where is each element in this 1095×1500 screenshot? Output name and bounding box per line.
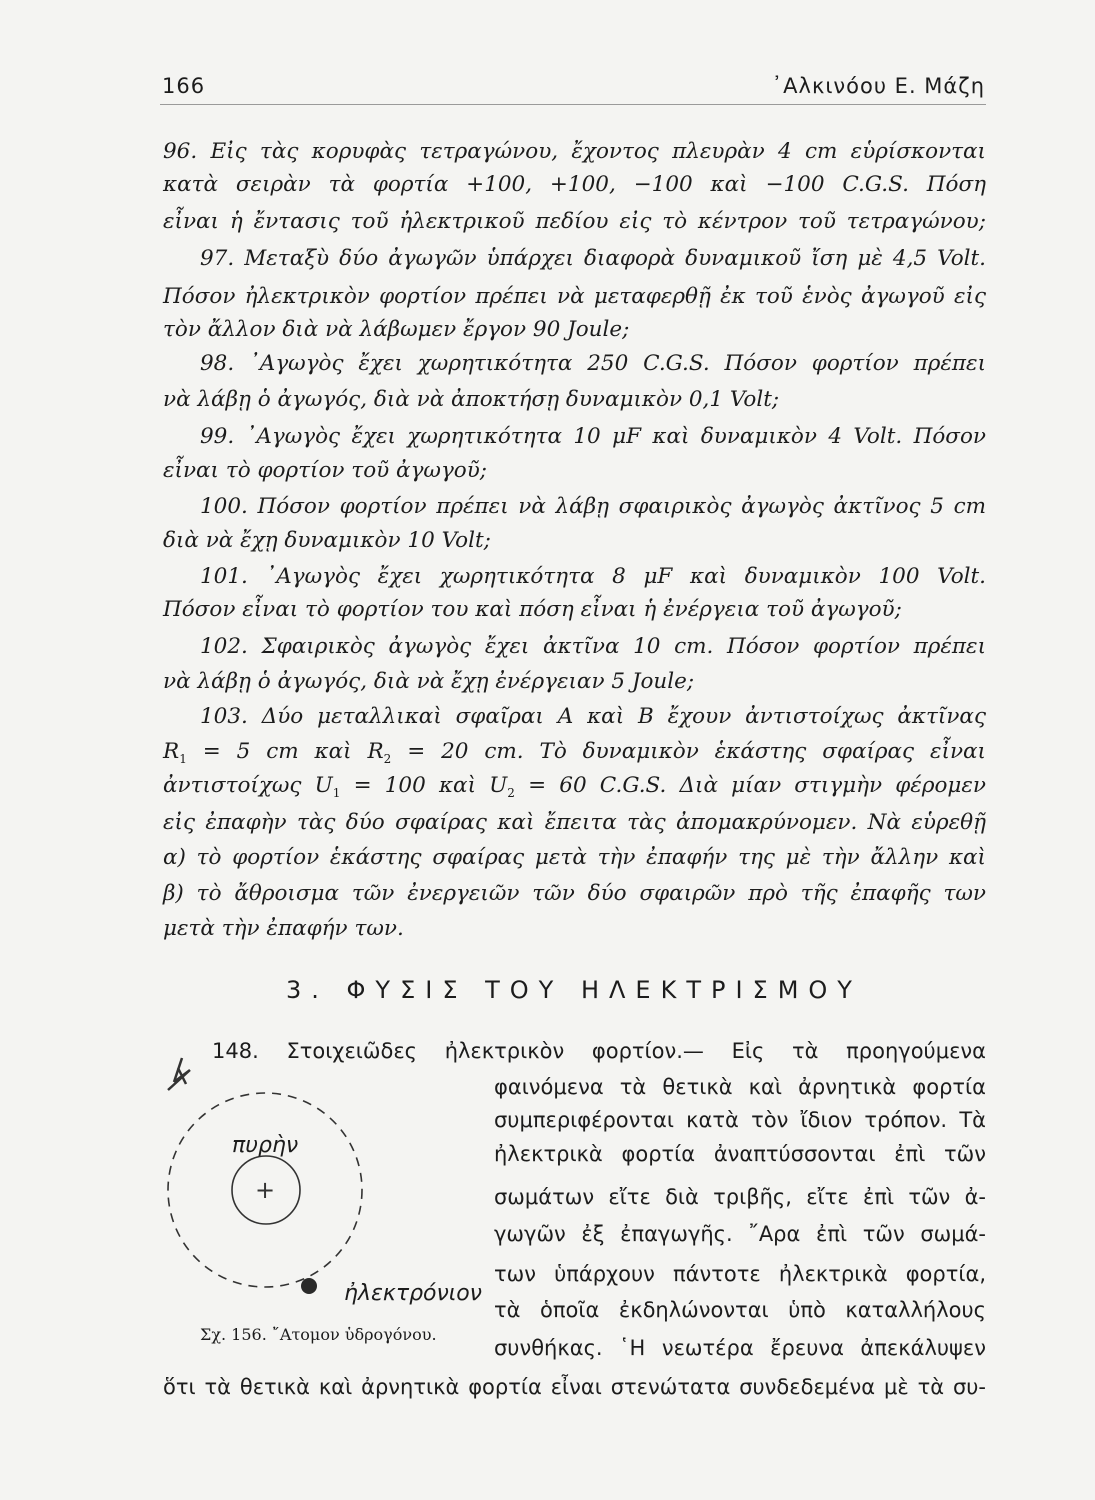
problem-line: εἰς ἐπαφὴν τὰς δύο σφαίρας καὶ ἔπειτα τὰς ἀπομακρύνομεν. Νὰ εὑρεθῇ xyxy=(163,810,986,835)
problem-line: διὰ νὰ ἔχῃ δυναμικὸν 10 Volt; xyxy=(163,528,491,553)
nucleus-sign: + xyxy=(255,1176,276,1204)
figure-caption: Σχ. 156. ῎Ατομον ὑδρογόνου. xyxy=(200,1325,437,1344)
paragraph-148-line: των ὑπάρχουν πάντοτε ἠλεκτρικὰ φορτία, xyxy=(494,1262,986,1286)
problem-103-radii-line xyxy=(163,738,986,773)
problem-line: 102. Σφαιρικὸς ἀγωγὸς ἔχει ἀκτῖνα 10 cm. Πόσον φορτίον πρέπει xyxy=(200,634,986,659)
u2-symbol: U xyxy=(489,773,508,798)
problem-line: α) τὸ φορτίον ἑκάστης σφαίρας μετὰ τὴν ἐπαφήν της μὲ τὴν ἄλλην καὶ xyxy=(163,845,986,870)
u2-value: = 60 C.G.S. Διὰ μίαν στιγμὴν φέρομεν xyxy=(528,773,986,798)
problem-line: Πόσον εἶναι τὸ φορτίον του καὶ πόση εἶναι ἡ ἐνέργεια τοῦ ἀγωγοῦ; xyxy=(163,597,902,622)
problem-line: νὰ λάβῃ ὁ ἀγωγός, διὰ νὰ ἀποκτήσῃ δυναμικὸν 0,1 Volt; xyxy=(163,387,780,412)
r1-subscript: 1 xyxy=(179,752,187,766)
problem-line: 103. Δύο μεταλλικαὶ σφαῖραι Α καὶ Β ἔχουν ἀντιστοίχως ἀκτῖνας xyxy=(200,704,986,729)
running-head-author: ᾿Αλκινόου Ε. Μάζη xyxy=(771,74,985,98)
electron-label: ἠλεκτρόνιον xyxy=(344,1281,482,1306)
page-number: 166 xyxy=(162,74,206,98)
r1-symbol: R xyxy=(163,739,180,764)
problem-line: 98. ᾿Αγωγὸς ἔχει χωρητικότητα 250 C.G.S. Πόσον φορτίον πρέπει xyxy=(200,351,986,376)
paragraph-148-line: φαινόμενα τὰ θετικὰ καὶ ἀρνητικὰ φορτία xyxy=(494,1075,986,1099)
problem-line: εἶναι τὸ φορτίον τοῦ ἀγωγοῦ; xyxy=(163,458,488,483)
paragraph-148-line: σωμάτων εἴτε διὰ τριβῆς, εἴτε ἐπὶ τῶν ἀ- xyxy=(494,1185,986,1209)
margin-mark-icon xyxy=(168,1058,190,1090)
u1-symbol: U xyxy=(314,773,333,798)
problem-line: 100. Πόσον φορτίον πρέπει νὰ λάβῃ σφαιρικὸς ἀγωγὸς ἀκτῖνος 5 cm xyxy=(200,494,986,519)
problem-line: νὰ λάβῃ ὁ ἀγωγός, διὰ νὰ ἔχῃ ἐνέργειαν 5 Joule; xyxy=(163,669,695,694)
u1-subscript: 1 xyxy=(332,786,341,800)
header-rule xyxy=(160,104,986,105)
problem-line: 99. ᾿Αγωγὸς ἔχει χωρητικότητα 10 μF καὶ δυναμικὸν 4 Volt. Πόσον xyxy=(200,424,986,449)
problem-line: 101. ᾿Αγωγὸς ἔχει χωρητικότητα 8 μF καὶ δυναμικὸν 100 Volt. xyxy=(200,564,986,589)
problem-line: εἶναι ἡ ἔντασις τοῦ ἠλεκτρικοῦ πεδίου εἰς τὸ κέντρον τοῦ τετραγώνου; xyxy=(163,209,986,234)
problem-line: κατὰ σειρὰν τὰ φορτία +100, +100, −100 καὶ −100 C.G.S. Πόση xyxy=(163,172,986,197)
r2-symbol: R xyxy=(367,739,384,764)
problem-103-potential-line xyxy=(163,772,986,807)
nucleus-label: πυρὴν xyxy=(232,1133,299,1158)
r1-value: = 5 cm καὶ xyxy=(202,739,352,764)
paragraph-148-line: ὅτι τὰ θετικὰ καὶ ἀρνητικὰ φορτία εἶναι στενώτατα συνδεδεμένα μὲ τὰ συ- xyxy=(163,1375,986,1399)
u2-subscript: 2 xyxy=(507,786,515,800)
r2-subscript: 2 xyxy=(383,752,392,766)
paragraph-148-line: συμπεριφέρονται κατὰ τὸν ἴδιον τρόπον. Τὰ xyxy=(494,1108,986,1132)
problem-line: Πόσον ἠλεκτρικὸν φορτίον πρέπει νὰ μεταφερθῇ ἐκ τοῦ ἑνὸς ἀγωγοῦ εἰς xyxy=(163,284,986,309)
problem-line: β) τὸ ἄθροισμα τῶν ἐνεργειῶν τῶν δύο σφαιρῶν πρὸ τῆς ἐπαφῆς των xyxy=(163,881,986,906)
problem-line: 96. Εἰς τὰς κορυφὰς τετραγώνου, ἔχοντος πλευρὰν 4 cm εὑρίσκονται xyxy=(163,139,986,164)
problem-line: τὸν ἄλλον διὰ νὰ λάβωμεν ἔργον 90 Joule; xyxy=(163,317,630,342)
hydrogen-atom-figure xyxy=(160,1040,500,1340)
electron-dot xyxy=(301,1278,317,1294)
u1-value: = 100 καὶ xyxy=(353,773,476,798)
paragraph-148-line: 148. Στοιχειῶδες ἠλεκτρικὸν φορτίον.— Εἰς τὰ προηγούμενα xyxy=(212,1039,986,1063)
u-prefix: ἀντιστοίχως xyxy=(163,773,302,798)
paragraph-148-line: ἠλεκτρικὰ φορτία ἀναπτύσσονται ἐπὶ τῶν xyxy=(494,1142,986,1166)
r2-value: = 20 cm. Τὸ δυναμικὸν ἑκάστης σφαίρας εἶναι xyxy=(407,739,986,764)
paragraph-148-line: τὰ ὁποῖα ἐκδηλώνονται ὑπὸ καταλλήλους xyxy=(494,1298,986,1322)
section-heading: 3. ΦΥΣΙΣ ΤΟΥ ΗΛΕΚΤΡΙΣΜΟΥ xyxy=(286,976,862,1004)
problem-line: μετὰ τὴν ἐπαφήν των. xyxy=(163,916,404,941)
paragraph-148-line: συνθήκας. ῾Η νεωτέρα ἔρευνα ἀπεκάλυψεν xyxy=(494,1336,986,1360)
problem-line: 97. Μεταξὺ δύο ἀγωγῶν ὑπάρχει διαφορὰ δυναμικοῦ ἴση μὲ 4,5 Volt. xyxy=(200,246,986,271)
paragraph-148-line: γωγῶν ἐξ ἐπαγωγῆς. ῎Αρα ἐπὶ τῶν σωμά- xyxy=(494,1222,986,1246)
